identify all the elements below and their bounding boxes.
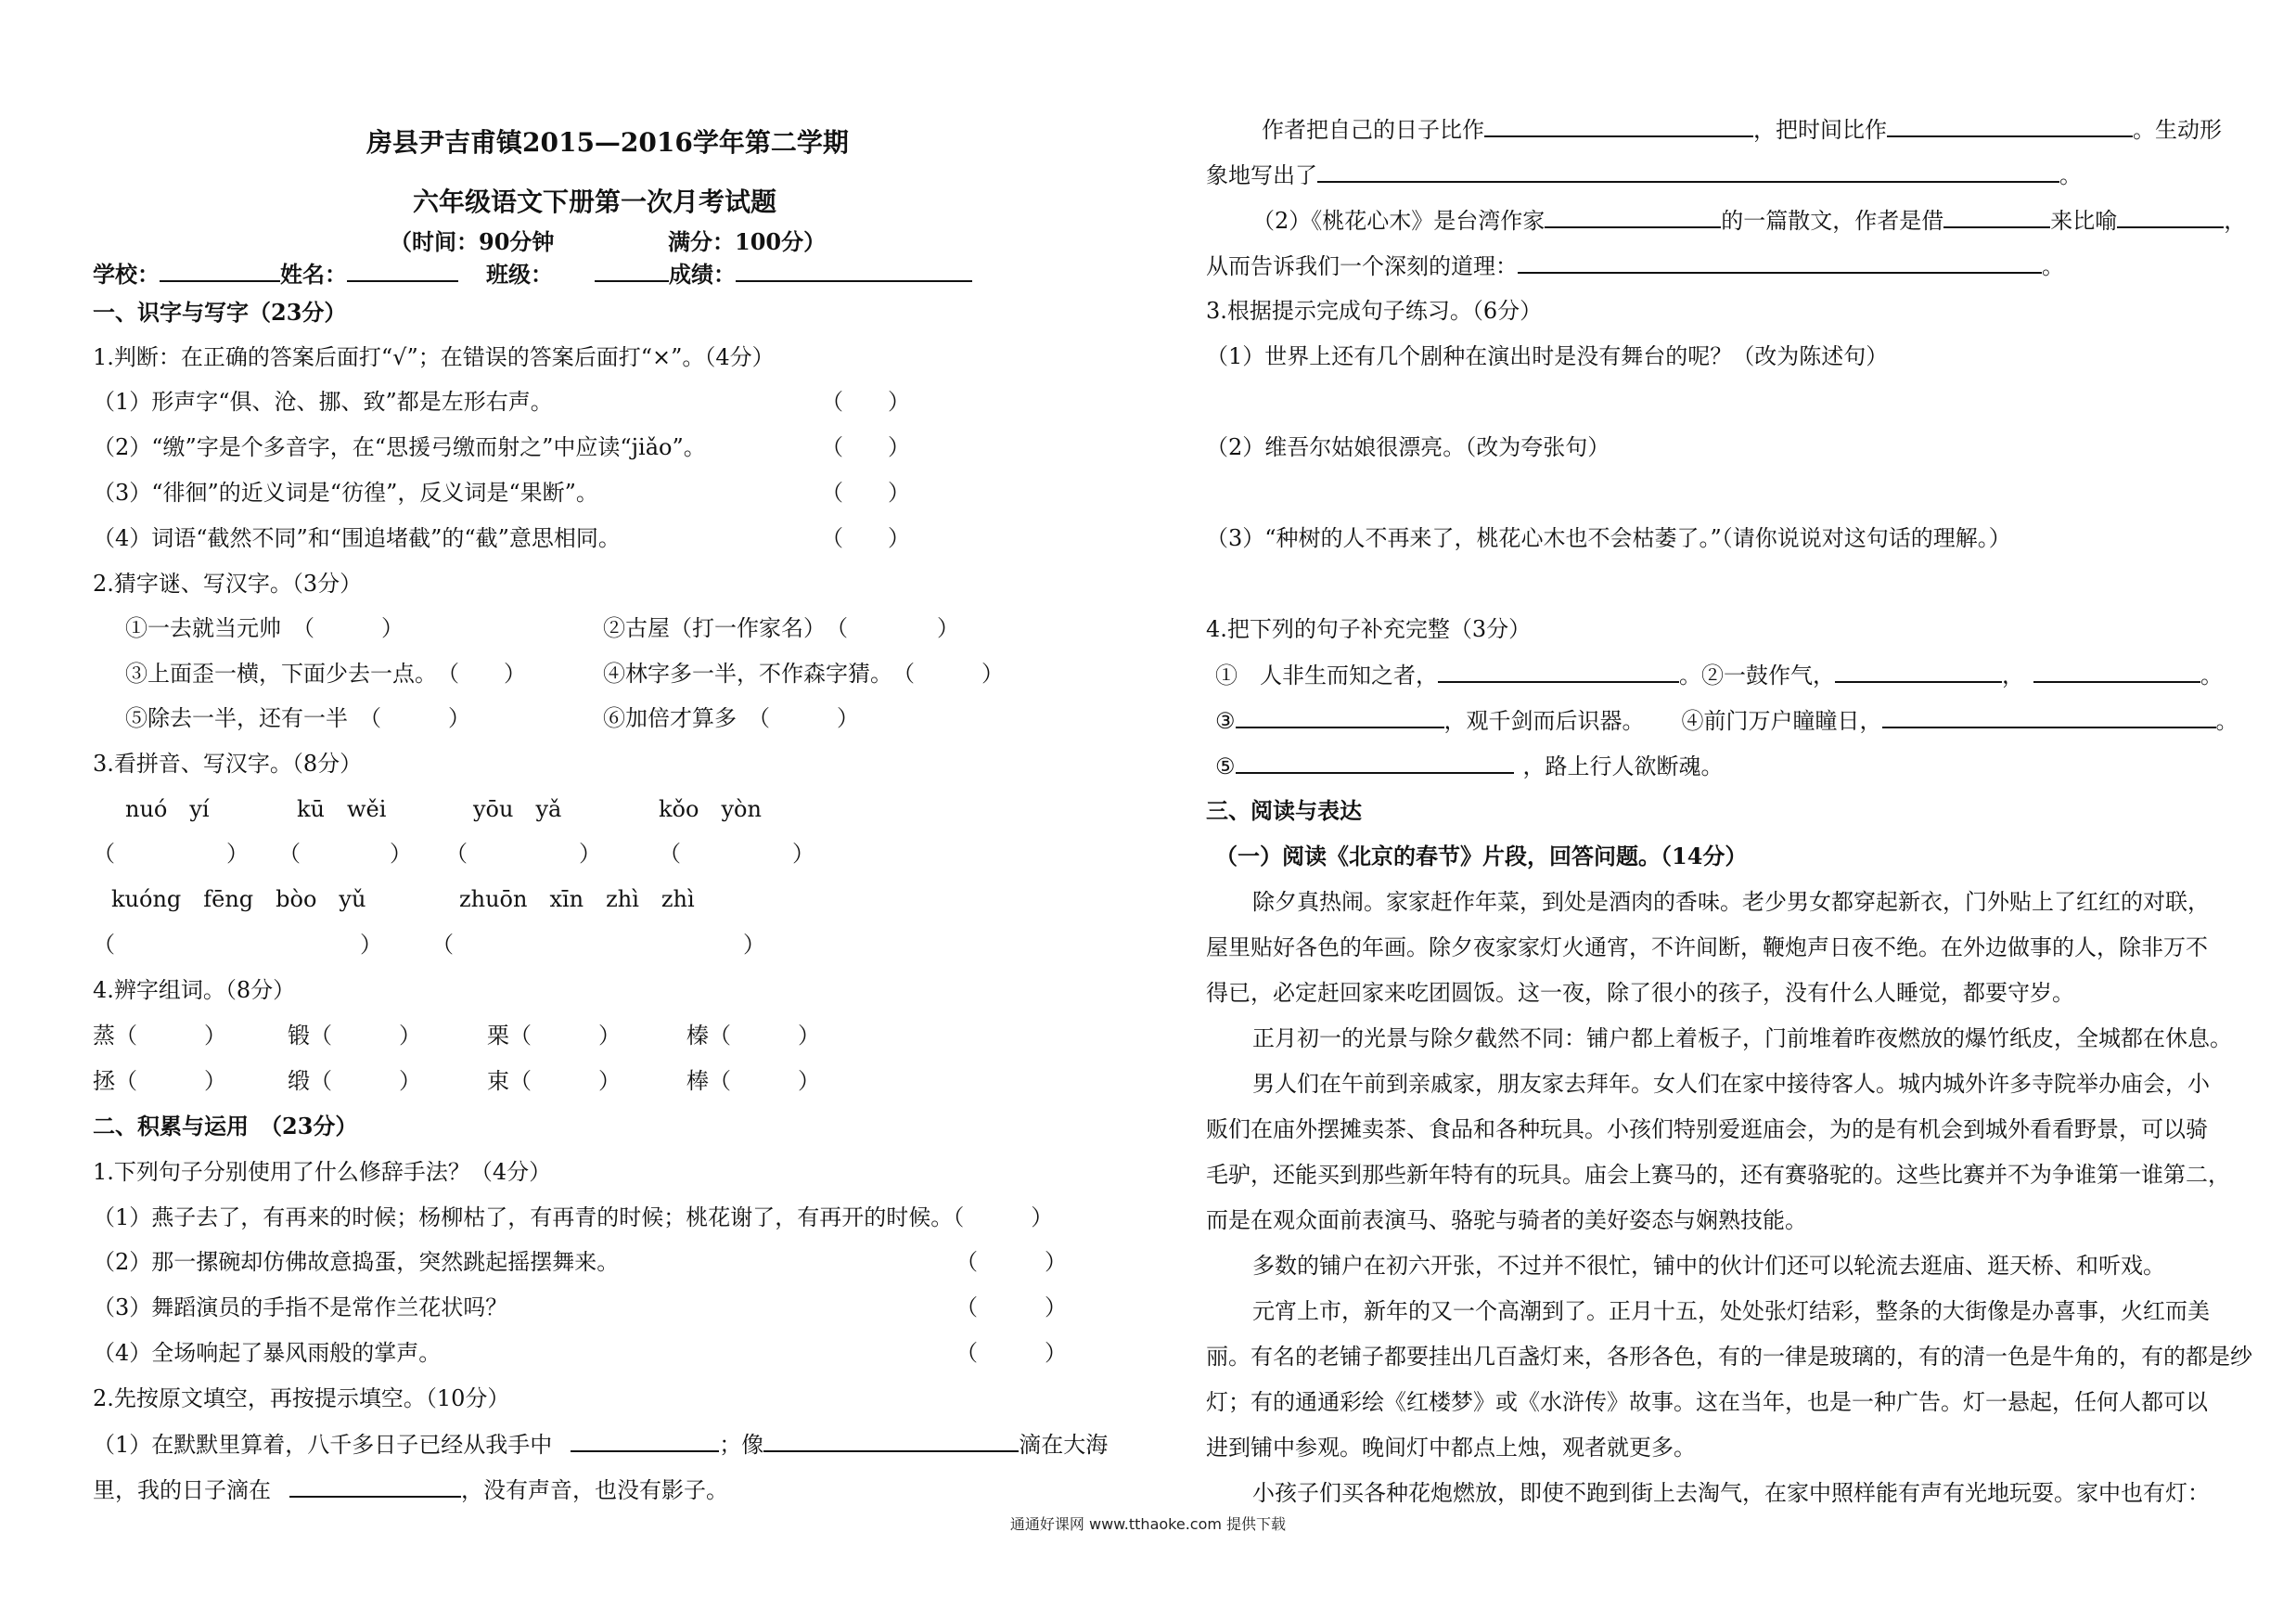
question-3: 3.看拼音、写汉字。（8分） [93,751,363,777]
blank-field[interactable] [1545,206,1721,228]
blank-field[interactable] [1882,706,2216,728]
sentence-item-2: （2）维吾尔姑娘很漂亮。（改为夸张句） [1206,434,1610,460]
rhetoric-item-1: （1）燕子去了，有再来的时候；杨柳枯了，有再青的时候；桃花谢了，有再开的时候。（ ） [93,1204,1054,1230]
fill-text: ，观千剑而后识器。 [1443,708,1645,734]
question-5: 1.下列句子分别使用了什么修辞手法？（4分） [93,1159,552,1185]
answer-paren[interactable]: （ ） [956,1340,1067,1366]
blank-field[interactable] [1518,251,2042,274]
question-r3: 3.根据提示完成句子练习。（6分） [1206,298,1543,324]
pinyin: kū wěi [297,796,387,822]
section-3-heading: 三、阅读与表达 [1206,797,1362,824]
fill-line-2 [93,1475,728,1504]
riddle-4: ④林字多一半，不作森字猜。 （ ） [603,661,1004,687]
pinyin: yōu yǎ [473,796,562,822]
section-1-heading: 一、识字与写字（23分） [93,299,347,326]
fill-line-3 [1262,115,2222,144]
riddle-1: ①一去就当元帅 （ ） [125,615,404,641]
word-item: 束（ ） [487,1068,621,1094]
riddle-6: ⑥加倍才算多 （ ） [603,705,859,731]
pinyin: zhuōn xīn zhì zhì [459,886,695,912]
blank-field[interactable] [1484,115,1753,137]
answer-paren[interactable]: （ ） [93,932,382,958]
blank-field[interactable] [2117,206,2224,228]
fill-text: ；像 [719,1432,764,1458]
rhetoric-item-2: （2）那一摞碗却仿佛故意捣蛋，突然跳起摇摆舞来。 [93,1249,620,1275]
fill-line-5: （2）《桃花心木》是台湾作家 的一篇散文，作者是借 来比喻 ， [1252,208,2247,234]
blank-field[interactable] [571,1430,719,1452]
answer-paren[interactable]: （ ） [431,932,765,958]
question-r4: 4.把下列的句子补充完整（3分） [1206,616,1532,642]
fill-line-9 [1215,752,1724,780]
passage-line: 小孩子们买各种花炮燃放，即使不跑到街上去淘气，在家中照样能有声有光地玩耍。家中也有灯： [1252,1480,2210,1506]
passage-line: 丽。有名的老铺子都要挂出几百盏灯来，各形各色，有的一律是玻璃的，有的清一色是牛角的，有的都是纱 [1206,1344,2252,1370]
passage-line: 贩们在庙外摆摊卖茶、食品和各种玩具。小孩们特别爱逛庙会，为的是有机会到城外看看野景，可以骑 [1206,1116,2208,1142]
exam-full-score: 满分：100分） [668,228,827,255]
fill-text: 从而告诉我们一个深刻的道理： [1206,253,1518,279]
answer-paren[interactable]: （ ） [821,525,910,551]
question-1: 1.判断：在正确的答案后面打“√”；在错误的答案后面打“×”。（4分） [93,344,775,370]
blank-field[interactable] [1317,161,2059,183]
blank-field[interactable] [289,1475,461,1498]
fill-line-8: ③ ，观千剑而后识器。 ④前门万户瞳瞳日， 。 [1215,708,2238,734]
blank-field[interactable] [1835,661,2002,683]
answer-paren[interactable]: （ ） [93,841,249,867]
blank-field[interactable] [1438,661,1679,683]
fill-text: 作者把自己的日子比作 [1262,117,1484,143]
exam-time: （时间：90分钟 [390,228,555,255]
riddle-5: ⑤除去一半，还有一半 （ ） [125,705,470,731]
exam-title: 房县尹吉甫镇2015—2016学年第二学期 [366,127,849,158]
word-item: 锻（ ） [288,1023,421,1049]
question-1-item-4: （4）词语“截然不同”和“围追堵截”的“截”意思相同。 [93,525,621,551]
answer-paren[interactable]: （ ） [278,841,412,867]
name-label: 姓名： [280,261,347,288]
word-item: 蒸（ ） [93,1023,226,1049]
answer-paren[interactable]: （ ） [821,434,910,460]
fill-text: 来比喻 [2050,208,2118,234]
name-field[interactable] [347,260,458,282]
answer-paren[interactable]: （ ） [659,841,815,867]
blank-field[interactable] [763,1430,1019,1452]
fill-text: ⑤ [1215,753,1236,779]
answer-paren[interactable]: （ ） [956,1249,1067,1275]
passage-line: 灯；有的通通彩绘《红楼梦》或《水浒传》故事。这在当年，也是一种广告。灯一悬起，任何人都可以 [1206,1389,2208,1415]
blank-field[interactable] [1236,706,1444,728]
score-field[interactable] [736,260,972,282]
student-info-row [93,260,972,289]
fill-line-4: 象地写出了 。 [1206,162,2082,188]
rhetoric-item-4: （4）全场响起了暴风雨般的掌声。 [93,1340,442,1366]
fill-text: （1）在默默里算着，八千多日子已经从我手中 [93,1432,553,1458]
school-field[interactable] [160,260,280,282]
passage-line: 毛驴，还能买到那些新年特有的玩具。庙会上赛马的，还有赛骆驼的。这些比赛并不为争谁第一谁第二， [1206,1162,2230,1188]
word-item: 缎（ ） [288,1068,421,1094]
fill-text: 。生动形 [2133,117,2222,143]
fill-text: 象地写出了 [1206,162,1317,188]
fill-line-6: 从而告诉我们一个深刻的道理： 。 [1206,253,2064,279]
section-2-heading: 二、积累与运用 （23分） [93,1113,358,1139]
fill-text: 滴在大海 [1019,1432,1109,1458]
passage-line: 进到铺中参观。晚间灯中都点上烛，观者就更多。 [1206,1435,1696,1461]
riddle-2: ②古屋（打一作家名） （ ） [603,615,959,641]
question-6: 2.先按原文填空，再按提示填空。（10分） [93,1385,510,1411]
fill-line-1 [93,1430,1108,1459]
fill-text: ，路上行人欲断魂。 [1522,753,1724,779]
blank-field[interactable] [1943,206,2050,228]
fill-text: ① 人非生而知之者， [1215,663,1438,689]
exam-subtitle: 六年级语文下册第一次月考试题 [413,187,777,217]
passage-line: 而是在观众面前表演马、骆驼与骑者的美好姿态与娴熟技能。 [1206,1207,1807,1233]
passage-line: 屋里贴好各色的年画。除夕夜家家灯火通宵，不许间断，鞭炮声日夜不绝。在外边做事的人，除非万不 [1206,934,2208,960]
fill-text: 的一篇散文，作者是借 [1721,208,1944,234]
pinyin: nuó yí [125,796,210,822]
fill-text: ，没有声音，也没有影子。 [461,1477,728,1503]
question-1-item-1: （1）形声字“俱、沧、挪、致”都是左形右声。 [93,389,553,415]
sentence-item-3: （3）“种树的人不再来了，桃花心木也不会枯萎了。”（请你说说对这句话的理解。） [1206,525,2011,551]
pinyin: kǒo yòn [659,796,762,822]
fill-text: ④前门万户瞳瞳日， [1681,708,1882,734]
question-1-item-3: （3）“徘徊”的近义词是“彷徨”，反义词是“果断”。 [93,480,598,506]
class-field[interactable] [595,260,669,282]
rhetoric-item-3: （3）舞蹈演员的手指不是常作兰花状吗？ [93,1294,508,1320]
word-item: 栗（ ） [487,1023,621,1049]
passage-line: 男人们在午前到亲戚家，朋友家去拜年。女人们在家中接待客人。城内城外许多寺院举办庙会，小 [1252,1071,2210,1097]
passage-line: 得已，必定赶回家来吃团圆饭。这一夜，除了很小的孩子，没有什么人睡觉，都要守岁。 [1206,980,2074,1006]
question-1-item-2: （2）“缴”字是个多音字，在“思援弓缴而射之”中应读“jiǎo”。 [93,434,706,460]
class-label: 班级： [486,261,553,288]
footer-source: 通通好课网 www.tthaoke.com 提供下载 [1009,1515,1287,1533]
answer-paren[interactable]: （ ） [956,1294,1067,1320]
fill-text: ，把时间比作 [1753,117,1887,143]
score-label: 成绩： [669,261,736,288]
pinyin: kuóng fēng bòo yǔ [111,886,366,912]
fill-line-7: ① 人非生而知之者， 。②一鼓作气， ， 。 [1215,663,2223,689]
blank-field[interactable] [2033,661,2200,683]
question-4: 4.辨字组词。（8分） [93,977,296,1003]
answer-paren[interactable]: （ ） [821,480,910,506]
word-item: 榛（ ） [686,1023,820,1049]
answer-paren[interactable]: （ ） [445,841,601,867]
riddle-3: ③上面歪一横，下面少去一点。 （ ） [125,661,526,687]
school-label: 学校： [93,261,160,288]
question-2: 2.猜字谜、写汉字。（3分） [93,571,363,597]
word-item: 棒（ ） [686,1068,820,1094]
sentence-item-1: （1）世界上还有几个剧种在演出时是没有舞台的呢？（改为陈述句） [1206,343,1889,369]
blank-field[interactable] [1236,752,1514,774]
reading-heading: （一）阅读《北京的春节》片段，回答问题。（14分） [1215,843,1748,869]
passage-line: 除夕真热闹。家家赶作年菜，到处是酒肉的香味。老少男女都穿起新衣，门外贴上了红红的对联， [1252,889,2210,915]
answer-paren[interactable]: （ ） [821,389,910,415]
word-item: 拯（ ） [93,1068,226,1094]
blank-field[interactable] [1887,115,2133,137]
fill-text: ③ [1215,708,1236,734]
passage-line: 多数的铺户在初六开张，不过并不很忙，铺中的伙计们还可以轮流去逛庙、逛天桥、和听戏。 [1252,1253,2165,1279]
fill-text: （2）《桃花心木》是台湾作家 [1252,208,1546,234]
fill-text: 。②一鼓作气， [1679,663,1835,689]
passage-line: 元宵上市，新年的又一个高潮到了。正月十五，处处张灯结彩，整条的大街像是办喜事，火红而美 [1252,1298,2210,1324]
fill-text: 里，我的日子滴在 [93,1477,271,1503]
passage-line: 正月初一的光景与除夕截然不同：铺户都上着板子，门前堆着昨夜燃放的爆竹纸皮，全城都在休息。 [1252,1025,2232,1051]
